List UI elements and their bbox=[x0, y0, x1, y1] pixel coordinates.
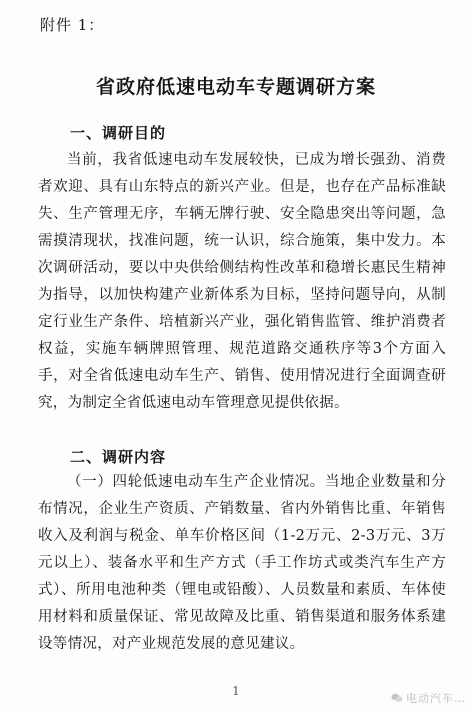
section-paragraph-purpose: 当前，我省低速电动车发展较快，已成为增长强劲、消费者欢迎、具有山东特点的新兴产业。但是，也存在产品标准缺失、生产管理无序，车辆无牌行驶、安全隐患突出等问题，急需摸清现状，找准问题，统一认识，综合施策，集中发力。本次调研活动，要以中央供给侧结构性改革和稳增长惠民生精神为指导，以加快构建产业新体系为目标，坚持问题导向，从制定行业生产条件、培植新兴产业，强化销售监管、维护消费者权益，实施车辆牌照管理、规范道路交通秩序等3个方面入手，对全省低速电动车生产、销售、使用情况进行全面调查研究，为制定全省低速电动车管理意见提供依据。 bbox=[38, 152, 446, 411]
document-title: 省政府低速电动车专题调研方案 bbox=[95, 76, 376, 98]
section-heading-content: 二、调研内容 bbox=[70, 448, 167, 466]
watermark bbox=[391, 690, 466, 706]
watermark-text: 电动汽车… bbox=[406, 692, 466, 705]
attachment-label: 附件 1： bbox=[40, 16, 105, 34]
page-number: 1 bbox=[232, 684, 240, 698]
section-heading-purpose: 一、调研目的 bbox=[70, 124, 167, 142]
section-paragraph-content: （一）四轮低速电动车生产企业情况。当地企业数量和分布情况，企业生产资质、产销数量、省内外销售比重、年销售收入及利润与税金、单车价格区间（1-2万元、2-3万元、3万元以上）、装备水平和生产方式（手工作坊式或类汽车生产方式）、所用电池种类（锂电或铅酸）、人员数量和素质、车体使用材料和质量保证、常见故障及比重、销售渠道和服务体系建设等情况，对产业规范发展的意见建议。 bbox=[38, 474, 446, 652]
wechat-logo-icon bbox=[391, 693, 403, 703]
